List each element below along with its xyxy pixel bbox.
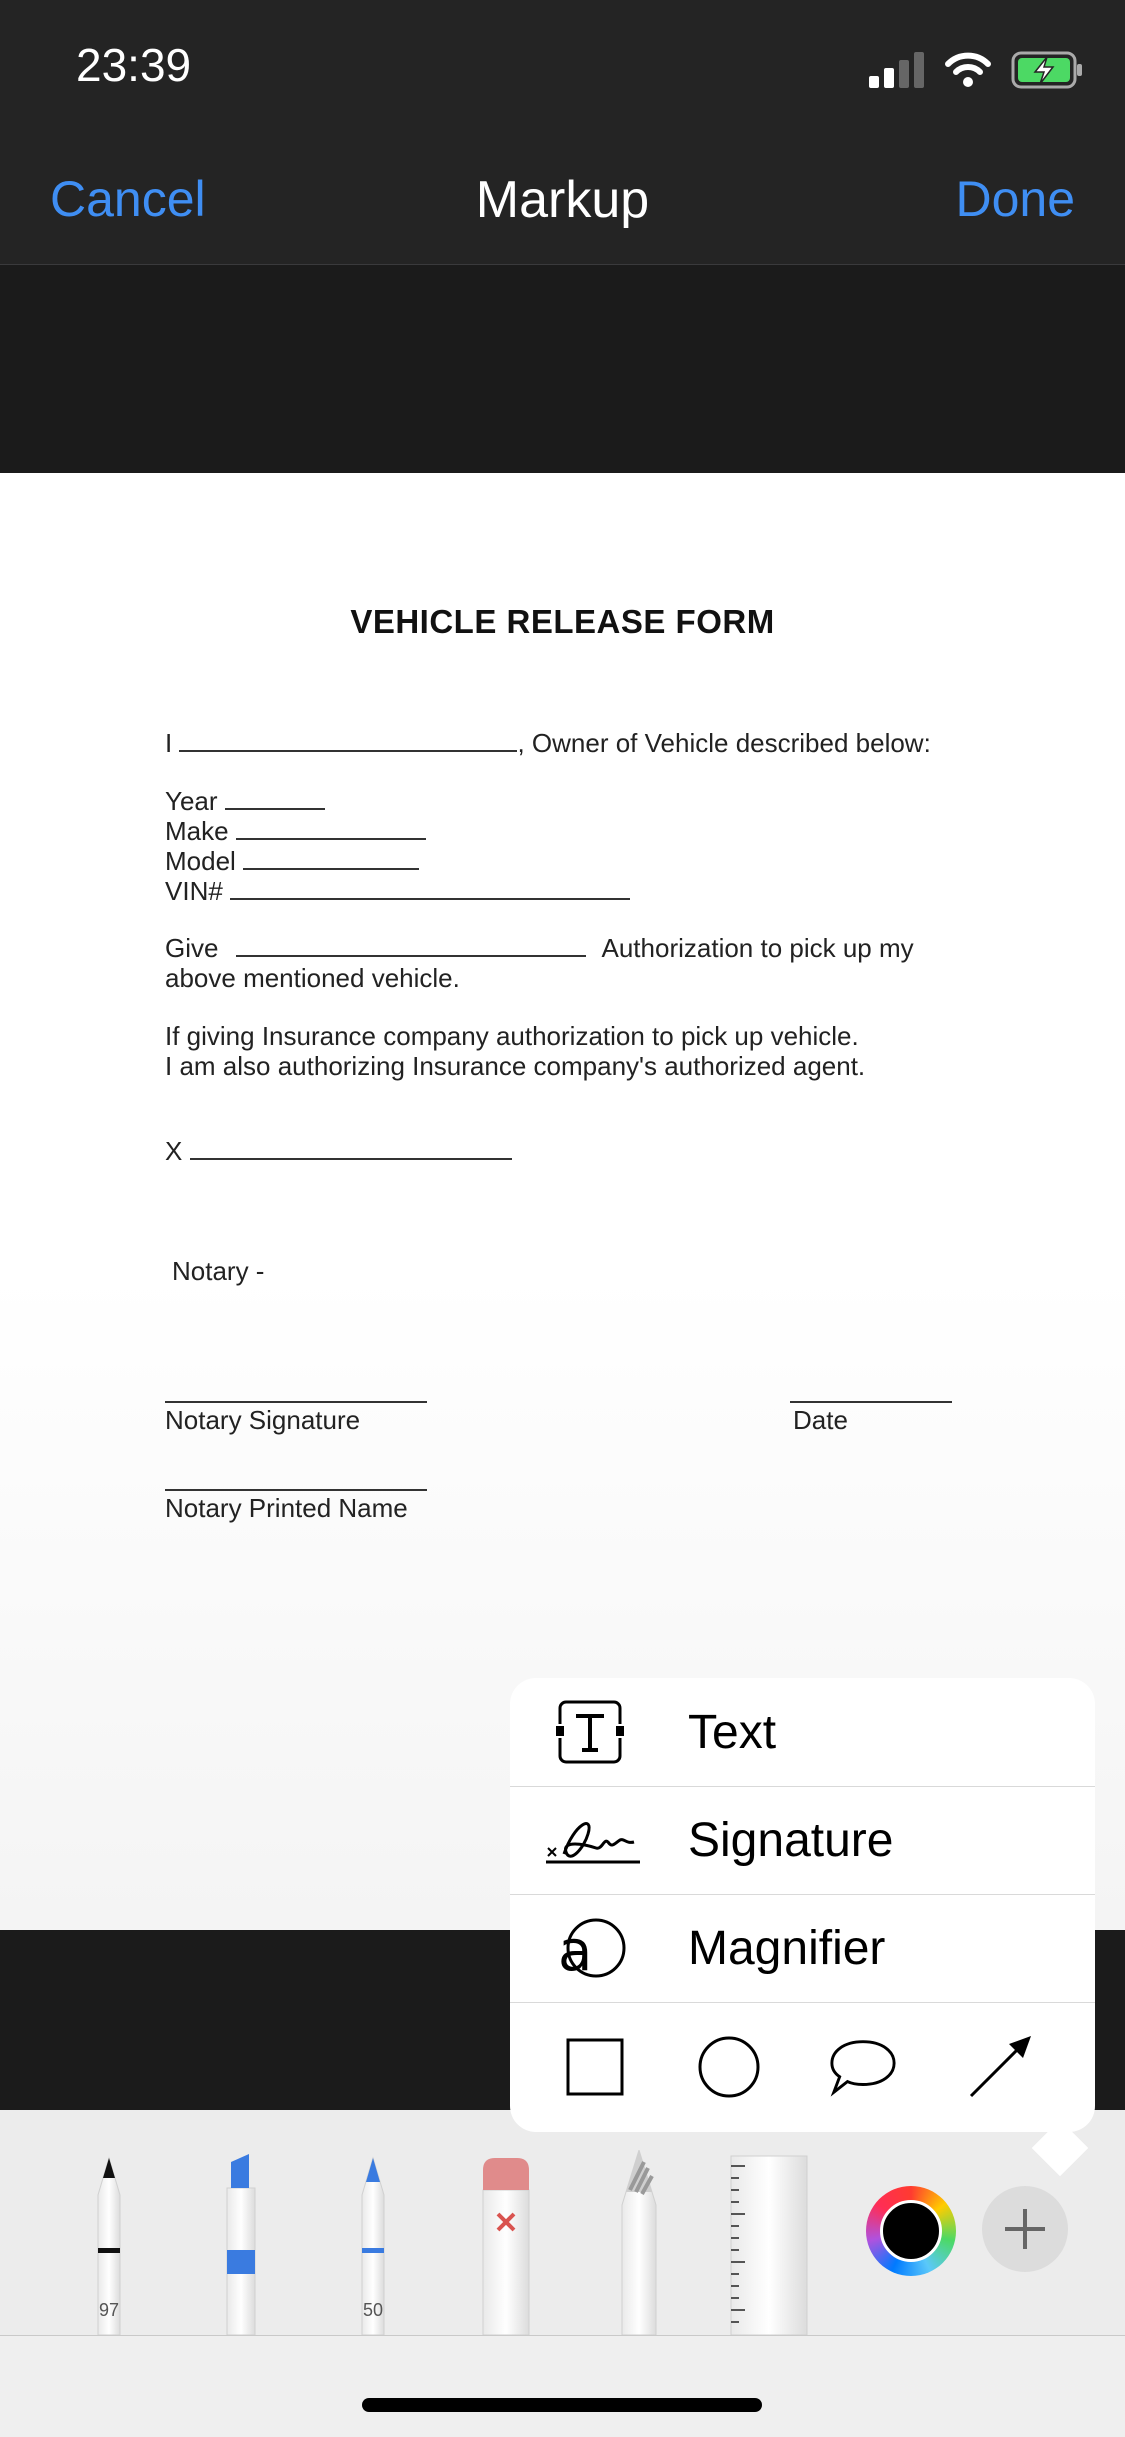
signature-blank <box>190 1136 512 1160</box>
model-line <box>165 846 419 877</box>
color-picker-button[interactable] <box>866 2186 956 2276</box>
eraser-icon <box>471 2150 541 2335</box>
owner-prefix: I <box>165 728 173 758</box>
speech-bubble-shape-button[interactable] <box>828 2032 898 2102</box>
add-button[interactable] <box>982 2186 1068 2272</box>
circle-icon <box>697 2035 761 2099</box>
give-blank <box>236 933 586 957</box>
wifi-icon <box>945 52 991 88</box>
pencil-width-value: 50 <box>362 2300 384 2320</box>
signature-line <box>165 1136 512 1167</box>
arrow-icon <box>965 2032 1035 2102</box>
cellular-signal-icon <box>869 52 925 88</box>
model-label: Model <box>165 846 236 876</box>
home-indicator[interactable] <box>362 2398 762 2412</box>
battery-charging-icon <box>1011 51 1085 89</box>
shape-row <box>510 2002 1095 2132</box>
marker-tool[interactable] <box>205 2150 275 2335</box>
authorization-text: Authorization to pick up my <box>601 933 914 963</box>
status-bar <box>0 0 1125 132</box>
give-line <box>165 933 914 964</box>
notary-signature-rule <box>165 1401 427 1403</box>
menu-item-signature[interactable] <box>510 1786 1095 1895</box>
done-button[interactable]: Done <box>955 171 1075 227</box>
square-icon <box>565 2037 625 2097</box>
text-box-icon <box>550 1696 630 1768</box>
cancel-button[interactable]: Cancel <box>50 171 206 227</box>
pen-tool[interactable] <box>74 2150 144 2335</box>
document-margin-top <box>0 265 1125 473</box>
menu-item-text-label: Text <box>688 1705 777 1759</box>
make-label: Make <box>165 816 229 846</box>
status-time: 23:39 <box>76 39 192 91</box>
give-label: Give <box>165 933 219 963</box>
owner-suffix: , Owner of Vehicle described below: <box>517 728 931 758</box>
lasso-icon <box>604 2150 674 2335</box>
navigation-bar <box>0 132 1125 265</box>
notary-signature-label: Notary Signature <box>165 1405 361 1435</box>
ruler-icon <box>727 2150 811 2335</box>
insurance-line-1: If giving Insurance company authorization to pick up vehicle. <box>165 1021 859 1051</box>
markup-toolbar <box>0 2110 1125 2335</box>
owner-blank <box>179 728 517 752</box>
owner-line <box>165 728 931 759</box>
vin-blank <box>230 876 630 900</box>
x-mark: X <box>165 1136 183 1166</box>
arrow-shape-button[interactable] <box>965 2032 1035 2102</box>
speech-bubble-icon <box>828 2035 898 2099</box>
menu-item-magnifier-label: Magnifier <box>688 1921 886 1975</box>
date-label: Date <box>793 1405 848 1435</box>
eraser-tool[interactable] <box>471 2150 541 2335</box>
document-title: VEHICLE RELEASE FORM <box>350 603 775 640</box>
pen-width-value: 97 <box>98 2300 120 2320</box>
pencil-tool[interactable] <box>338 2150 408 2335</box>
ruler-tool[interactable] <box>727 2150 811 2335</box>
auth-line-2: above mentioned vehicle. <box>165 963 460 993</box>
magnifier-icon <box>550 1912 630 1984</box>
vin-label: VIN# <box>165 876 223 906</box>
menu-item-text[interactable] <box>510 1678 1095 1787</box>
menu-item-magnifier[interactable] <box>510 1894 1095 2003</box>
signature-icon <box>544 1804 644 1876</box>
marker-icon <box>205 2150 275 2335</box>
insurance-line-2: I am also authorizing Insurance company's authorized agent. <box>165 1051 866 1081</box>
page-title: Markup <box>475 171 650 229</box>
make-line <box>165 816 426 847</box>
status-icons <box>869 50 1085 90</box>
year-label: Year <box>165 786 218 816</box>
square-shape-button[interactable] <box>560 2032 630 2102</box>
lasso-tool[interactable] <box>604 2150 674 2335</box>
add-menu-popover <box>510 1678 1095 2132</box>
notary-printed-name-label: Notary Printed Name <box>165 1493 408 1523</box>
date-rule <box>790 1401 952 1403</box>
vin-line <box>165 876 630 907</box>
selected-color-swatch <box>880 2200 942 2262</box>
notary-label: Notary - <box>172 1256 265 1286</box>
svg-text:a: a <box>558 1919 593 1984</box>
model-blank <box>243 846 419 870</box>
year-line <box>165 786 325 817</box>
year-blank <box>225 786 325 810</box>
make-blank <box>236 816 426 840</box>
home-bar-area <box>0 2335 1125 2437</box>
menu-item-signature-label: Signature <box>688 1813 894 1867</box>
notary-printed-name-rule <box>165 1489 427 1491</box>
circle-shape-button[interactable] <box>694 2032 764 2102</box>
